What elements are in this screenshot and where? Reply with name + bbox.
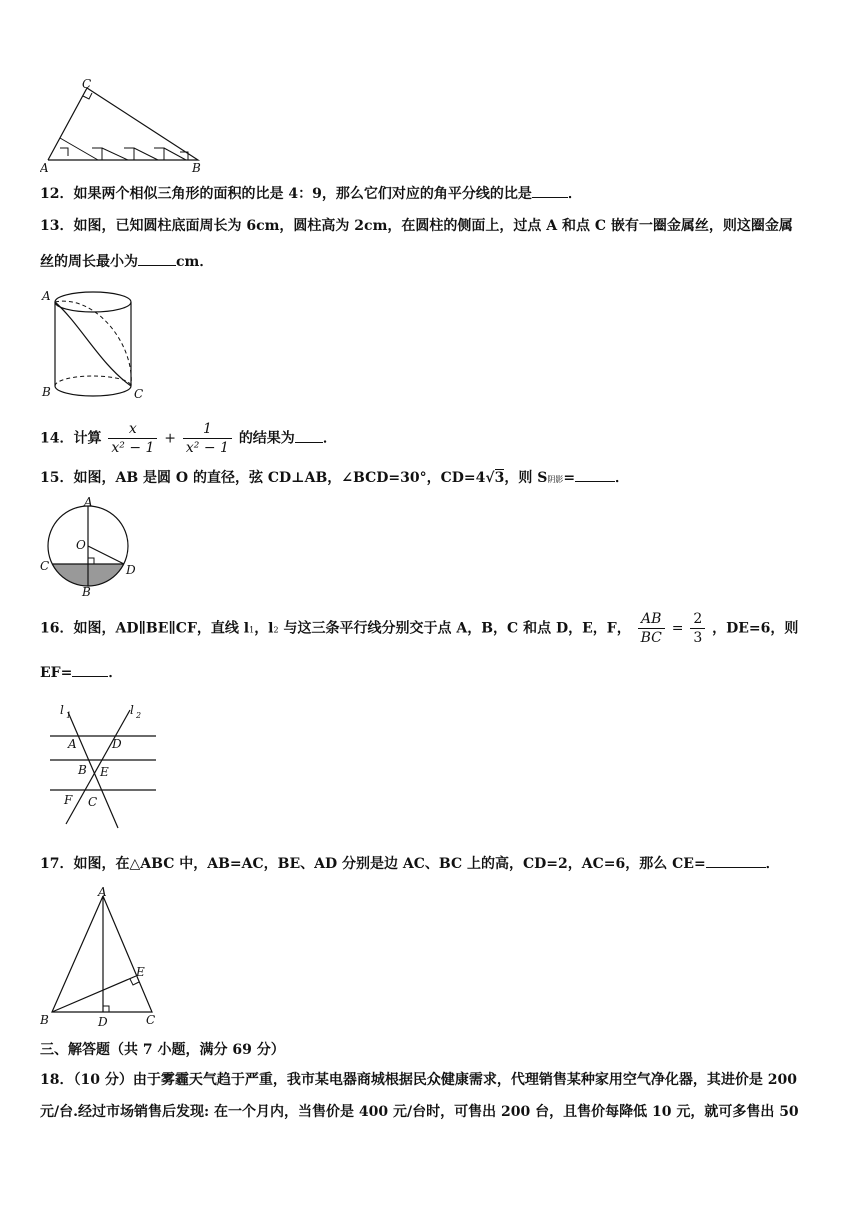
label-c: C [134,387,144,401]
label-a: A [42,289,51,303]
question-17: 17．如图，在△ABC 中，AB=AC，BE、AD 分别是边 AC、BC 上的高，CD=2，AC=6，那么 CE= ． [40,853,780,874]
question-12: 12．如果两个相似三角形的面积的比是 4：9，那么它们对应的角平分线的比是 ． [40,183,582,204]
figure-circle [40,496,140,600]
figure-cylinder [40,284,160,408]
label-c: C [146,1013,156,1027]
label-a: A [98,885,107,899]
question-16-line1: 16．如图，AD∥BE∥CF，直线 l1，l2 与这三条平行线分别交于点 A，B，C 和点 D，E，F， $\frac{AB}{BC}$ = $\frac{2}{3}$ ，DE=6，则 [40,611,799,646]
label-c: C [82,78,92,91]
label-b: B [192,161,201,174]
question-16-line2: EF= ． [40,662,122,683]
question-15: 15．如图，AB 是圆 O 的直径，弦 CD⊥AB，∠BCD=30°，CD=4√3，则 S阴影= ． [40,467,629,490]
label-f: F [64,793,73,807]
svg-text:1: 1 [66,711,72,720]
section-title: 三、解答题（共 7 小题，满分 69 分） [40,1042,285,1058]
label-a: A [40,161,49,174]
label-d: D [112,737,122,751]
question-18-line1: 18．（10 分）由于雾霾天气趋于严重，我市某电器商城根据民众健康需求，代理销售某种家用空气净化器，其进价是 200 [40,1072,797,1088]
label-a: A [68,737,77,751]
label-d: D [126,563,136,577]
question-18-line2: 元/台.经过市场销售后发现: 在一个月内，当售价是 400 元/台时，可售出 200 台，且售价每降低 10 元，就可多售出 50 [40,1104,799,1120]
label-d: D [98,1015,108,1029]
question-13-line1: 13．如图，已知圆柱底面周长为 6cm，圆柱高为 2cm，在圆柱的侧面上，过点 A 和点 C 嵌有一圈金属丝，则这圈金属 [40,218,793,234]
label-b: B [42,385,51,399]
label-c: C [88,795,98,809]
figure-parallel-lines [40,700,164,832]
label-a: A [84,496,93,509]
question-13-line2: 丝的周长最小为 cm． [40,251,213,272]
label-b: B [82,585,91,599]
label-l2: l [130,703,134,717]
label-o: O [76,538,86,552]
figure-isosceles-triangle [40,884,164,1030]
figure-triangle-staircase [40,78,210,174]
question-14: 14．计算 $\frac{x}{\text{x² − 1}}$ + $\frac{1}{\text{x² − 1}}$ 的结果为 ． [40,421,337,456]
label-l1: l [60,703,64,717]
svg-text:2: 2 [136,711,142,720]
label-b: B [40,1013,49,1027]
label-c: C [40,559,50,573]
label-e: E [136,965,145,979]
label-b: B [78,763,87,777]
label-e: E [100,765,109,779]
